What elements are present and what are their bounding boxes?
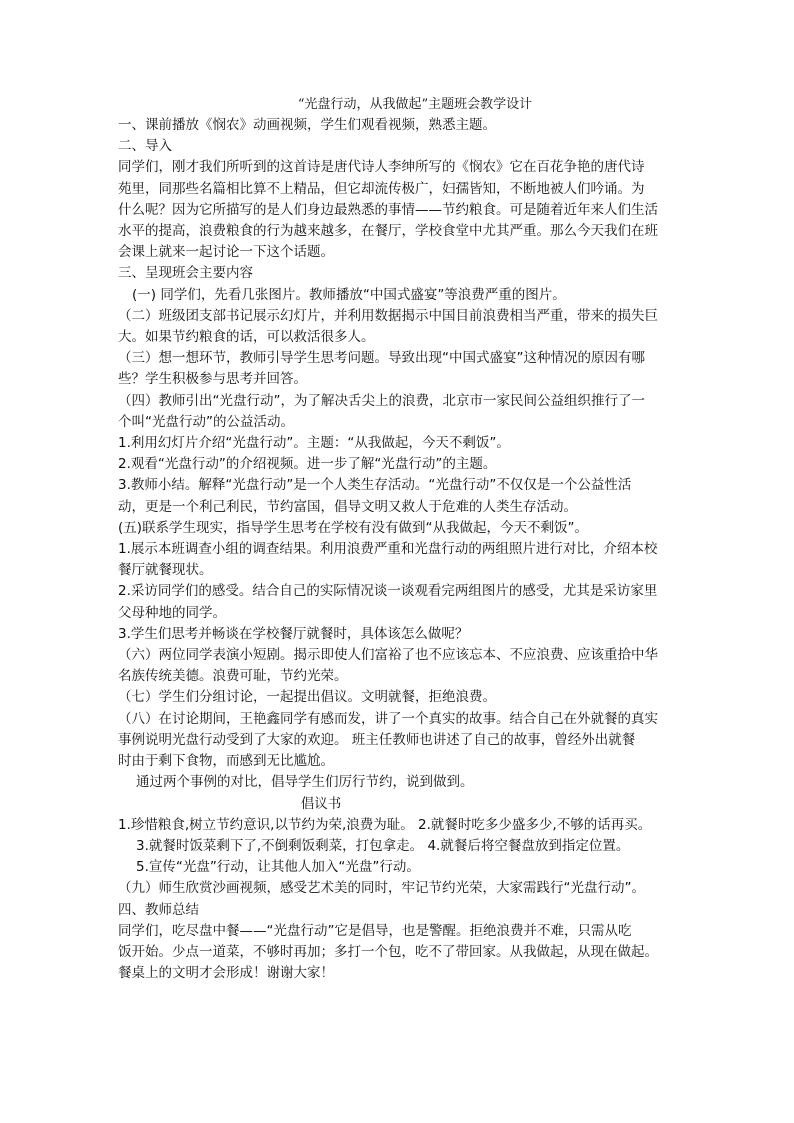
- text-line: 水平的提高，浪费粮食的行为越来越多，在餐厅，学校食堂中尤其严重。那么今天我们在班: [118, 223, 658, 240]
- text-line: （六）两位同学表演小短剧。揭示即使人们富裕了也不应该忘本、不应浪费、应该重拾中华: [118, 647, 658, 664]
- text-line: 四、教师总结: [118, 901, 199, 918]
- text-line: 大。如果节约粮食的话，可以救活很多人。: [118, 329, 375, 346]
- text-line: 餐厅就餐现状。: [118, 562, 213, 579]
- text-line: 2.观看“光盘行动”的介绍视频。进一步了解“光盘行动”的主题。: [118, 456, 497, 473]
- text-line: 些？学生积极参与思考并回答。: [118, 371, 307, 388]
- text-line: 什么呢？因为它所描写的是人们身边最熟悉的事情——节约粮食。可是随着近年来人们生活: [118, 201, 658, 218]
- text-line: （七）学生们分组讨论，一起提出倡议。文明就餐，拒绝浪费。: [118, 689, 496, 706]
- text-line: 二、导入: [118, 138, 172, 155]
- text-line: （九）师生欣赏沙画视频，感受艺术美的同时，牢记节约光荣，大家需践行“光盘行动”。: [118, 880, 645, 897]
- text-line: 三、呈现班会主要内容: [118, 265, 253, 282]
- text-line: 父母种地的同学。: [118, 604, 226, 621]
- text-line: (五)联系学生现实，指导学生思考在学校有没有做到“从我做起，今天不剩饭”。: [118, 519, 589, 536]
- text-line: 同学们，刚才我们所听到的这首诗是唐代诗人李绅所写的《悯农》它在百花争艳的唐代诗: [118, 159, 645, 176]
- text-line: （四）教师引出“光盘行动”，为了解决舌尖上的浪费，北京市一家民间公益组织推行了一: [118, 392, 645, 409]
- text-line: 一、课前播放《悯农》动画视频，学生们观看视频，熟悉主题。: [118, 117, 496, 133]
- text-line: 2.采访同学们的感受。结合自己的实际情况谈一谈观看完两组图片的感受，尤其是采访家里: [118, 583, 658, 600]
- text-line: 3.教师小结。解释“光盘行动”是一个人类生存活动。“光盘行动”不仅仅是一个公益性活: [118, 477, 632, 494]
- text-line: （二）班级团支部书记展示幻灯片，并利用数据揭示中国目前浪费相当严重，带来的损失巨: [118, 307, 658, 324]
- text-line: 1.利用幻灯片介绍“光盘行动”。主题：“从我做起，今天不剩饭”。: [118, 435, 510, 452]
- text-line: 5.宣传“光盘”行动，让其他人加入“光盘”行动。: [136, 859, 420, 876]
- text-line: 名族传统美德。浪费可耻，节约光荣。: [118, 668, 348, 685]
- text-line: （八）在讨论期间，王艳鑫同学有感而发，讲了一个真实的故事。结合自己在外就餐的真实: [118, 710, 658, 727]
- document-title: “光盘行动，从我做起”主题班会教学设计: [297, 97, 533, 112]
- text-line: 1.展示本班调查小组的调查结果。利用浪费严重和光盘行动的两组照片进行对比，介绍本校: [118, 541, 658, 558]
- text-line: 动，更是一个利己利民，节约富国，倡导文明又救人于危难的人类生存活动。: [118, 498, 577, 515]
- text-line: 个叫“光盘行动”的公益活动。: [118, 413, 294, 430]
- text-line: 苑里，同那些名篇相比算不上精品，但它却流传极广，妇孺皆知，不断地被人们吟诵。为: [118, 180, 645, 197]
- text-line: 餐桌上的文明才会形成！谢谢大家！: [118, 965, 334, 982]
- text-line: 3.就餐时饭菜剩下了,不倒剩饭剩菜，打包拿走。 4.就餐后将空餐盘放到指定位置。: [136, 837, 630, 854]
- text-line: 事例说明光盘行动受到了大家的欢迎。 班主任教师也讲述了自己的故事，曾经外出就餐: [118, 731, 636, 748]
- text-line: 时由于剩下食物，而感到无比尴尬。: [118, 753, 334, 770]
- text-line: 饭开始。少点一道菜，不够时再加；多打一个包，吃不了带回家。从我做起，从现在做起。: [118, 943, 658, 960]
- text-line: 同学们，吃尽盘中餐——“光盘行动”它是倡导，也是警醒。拒绝浪费并不难，只需从吃: [118, 922, 632, 939]
- text-line: 3.学生们思考并畅谈在学校餐厅就餐时，具体该怎么做呢？: [118, 625, 469, 642]
- proposal-heading: 倡议书: [300, 795, 342, 812]
- text-line: 1.珍惜粮食,树立节约意识,以节约为荣,浪费为耻。 2.就餐时吃多少盛多少,不够的话再买。: [118, 816, 652, 833]
- text-line: (一) 同学们，先看几张图片。教师播放“中国式盛宴”等浪费严重的图片。: [132, 286, 566, 303]
- text-line: 会课上就来一起讨论一下这个话题。: [118, 244, 334, 261]
- text-line: 通过两个事例的对比，倡导学生们厉行节约，说到做到。: [136, 774, 474, 791]
- text-line: （三）想一想环节，教师引导学生思考问题。导致出现“中国式盛宴”这种情况的原因有哪: [118, 350, 645, 367]
- document-body: [118, 94, 684, 984]
